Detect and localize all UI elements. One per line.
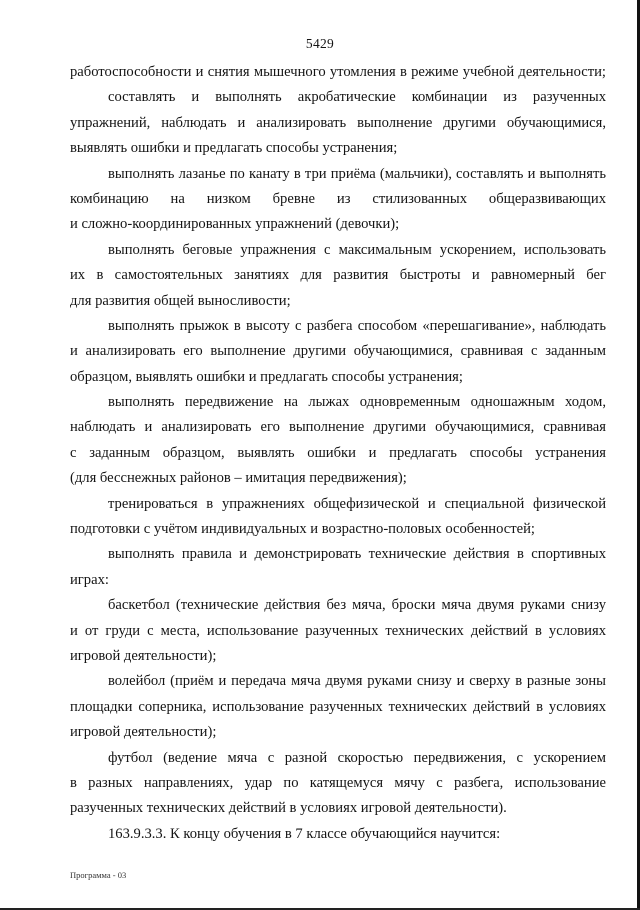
text-line: игровой деятельности); (70, 647, 217, 664)
text-line: выполнять прыжок в высоту с разбега способом «перешагивание», наблюдать (108, 317, 606, 334)
text-line: игровой деятельности); (70, 724, 217, 741)
text-line: тренироваться в упражнениях общефизической и специальной физической (108, 495, 606, 512)
text-line: футбол (ведение мяча с разной скоростью передвижения, с ускорением (108, 749, 606, 766)
text-line: 163.9.3.3. К концу обучения в 7 классе обучающийся научится: (108, 825, 501, 842)
text-line: баскетбол (технические действия без мяча, броски мяча двумя руками снизу (108, 597, 606, 614)
text-line: выполнять передвижение на лыжах одновременным одношажным ходом, (108, 394, 606, 411)
text-line: упражнений, наблюдать и анализировать выполнение другими обучающимися, (70, 114, 606, 131)
text-line: их в самостоятельных занятиях для развития быстроты и равномерный бег (70, 267, 606, 284)
text-line: с заданным образцом, выявлять ошибки и предлагать способы устранения (70, 444, 606, 461)
text-line: выполнять правила и демонстрировать технические действия в спортивных (108, 546, 606, 563)
text-line: выполнять лазанье по канату в три приёма (мальчики), составлять и выполнять (108, 165, 606, 182)
footer-note: Программа - 03 (70, 870, 127, 880)
text-line: выполнять беговые упражнения с максимальным ускорением, использовать (108, 241, 606, 258)
text-line: играх: (70, 571, 109, 588)
text-line: подготовки с учётом индивидуальных и возрастно-половых особенностей; (70, 521, 535, 538)
text-line: комбинацию на низком бревне из стилизованных общеразвивающих (70, 190, 606, 207)
text-line: и от груди с места, использование разученных технических действий в условиях (70, 622, 606, 639)
text-line: наблюдать и анализировать его выполнение другими обучающимися, сравнивая (70, 419, 606, 436)
text-line: в разных направлениях, удар по катящемуся мячу с разбега, использование (70, 774, 606, 791)
text-line: составлять и выполнять акробатические комбинации из разученных (108, 89, 606, 106)
text-line: выявлять ошибки и предлагать способы устранения; (70, 140, 398, 157)
text-line: (для бесснежных районов – имитация передвижения); (70, 470, 407, 487)
body-text (70, 60, 606, 847)
text-line: для развития общей выносливости; (70, 292, 291, 309)
page-number: 5429 (305, 36, 335, 51)
text-line: образцом, выявлять ошибки и предлагать способы устранения; (70, 368, 463, 385)
text-line: и сложно-координированных упражнений (девочки); (70, 216, 400, 233)
text-line: разученных технических действий в условиях игровой деятельности). (70, 800, 507, 817)
text-line: работоспособности и снятия мышечного утомления в режиме учебной деятельности; (70, 64, 606, 80)
text-line: и анализировать его выполнение другими обучающимися, сравнивая с заданным (70, 343, 606, 360)
text-line: площадки соперника, использование разученных технических действий в условиях (70, 698, 606, 715)
text-line: волейбол (приём и передача мяча двумя руками снизу и сверху в разные зоны (108, 673, 606, 690)
